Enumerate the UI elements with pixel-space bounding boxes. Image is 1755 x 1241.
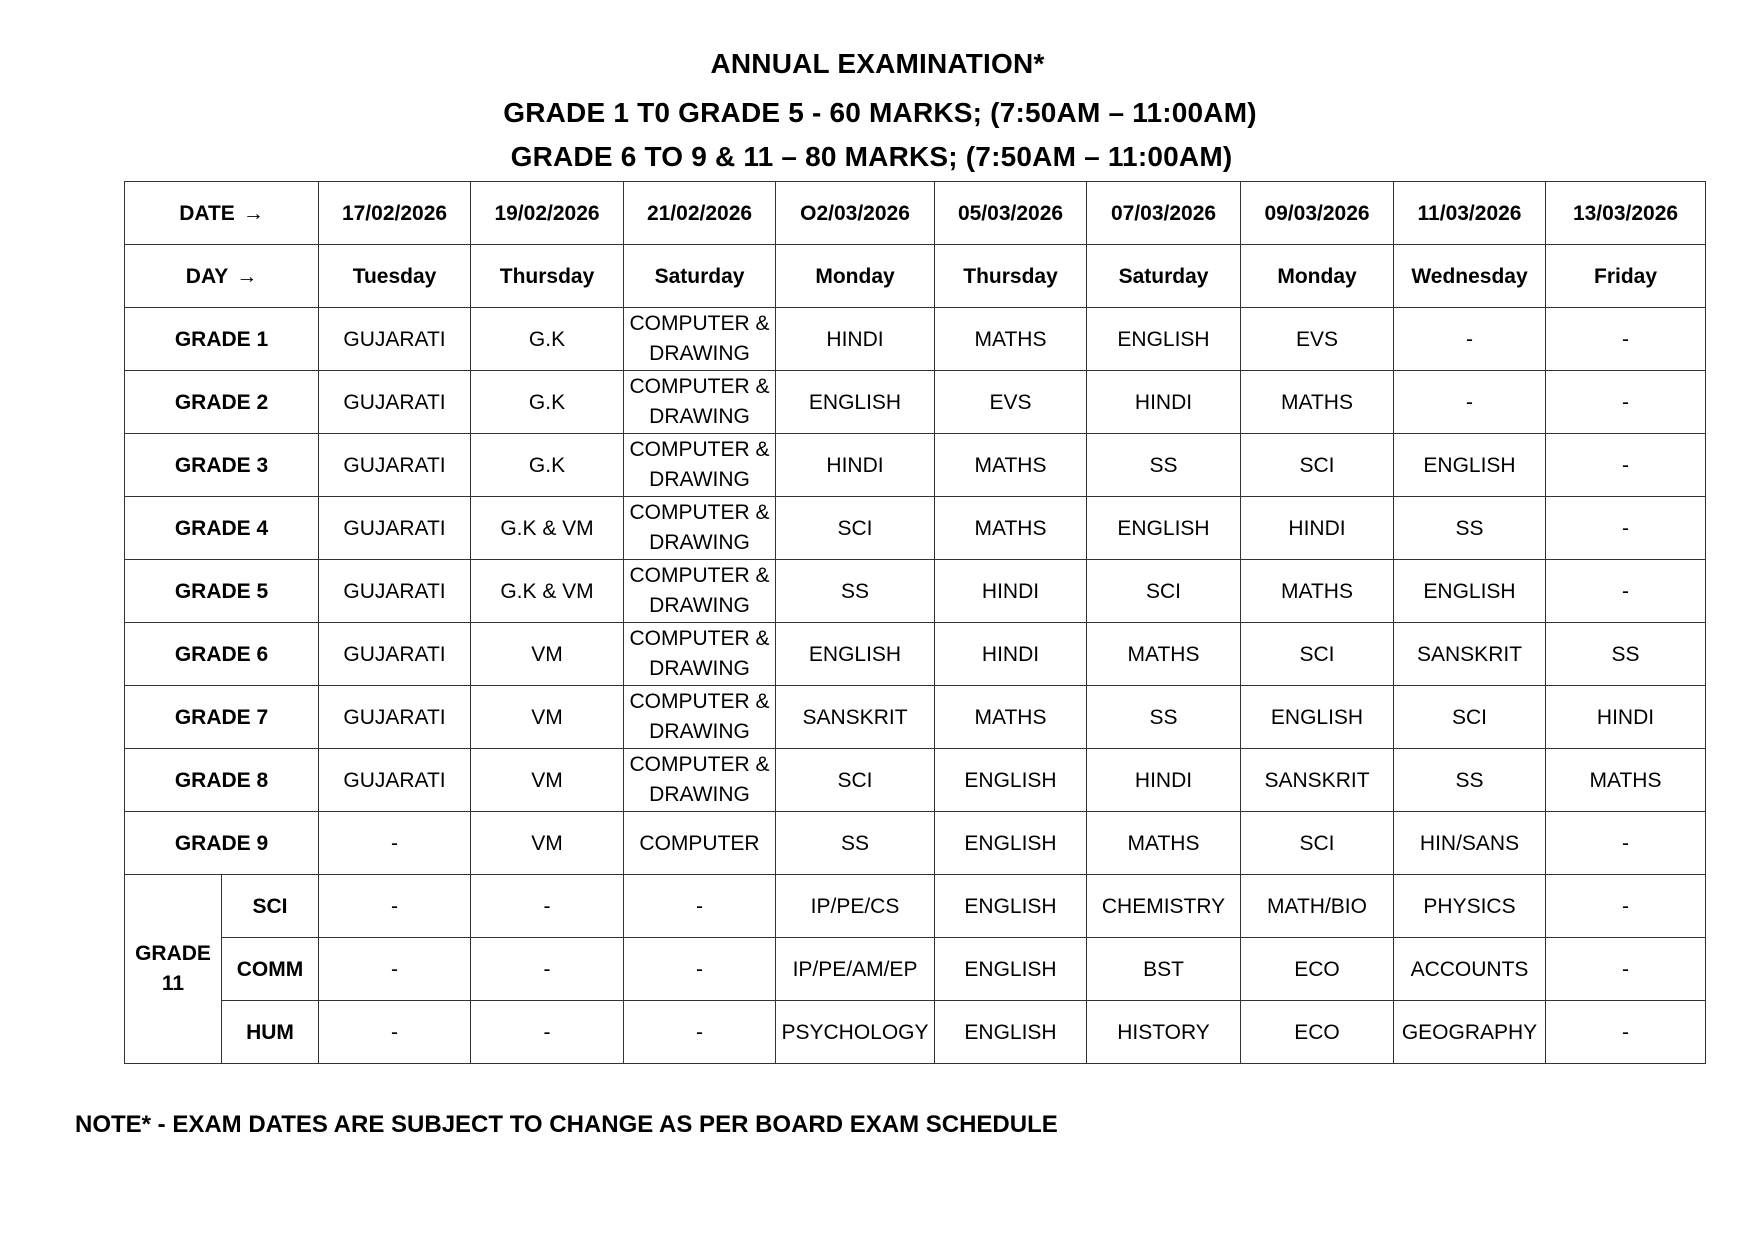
subject-cell: - <box>319 938 471 1001</box>
subject-cell: MATHS <box>1087 812 1241 875</box>
date-cell: 09/03/2026 <box>1241 182 1394 245</box>
subject-cell: ACCOUNTS <box>1394 938 1546 1001</box>
grade11-stream-row <box>125 938 1706 1001</box>
subject-cell: ECO <box>1241 938 1394 1001</box>
subject-cell: ENGLISH <box>935 749 1087 812</box>
subject-cell: - <box>1394 371 1546 434</box>
subject-cell: GUJARATI <box>319 686 471 749</box>
subject-cell: IP/PE/CS <box>776 875 935 938</box>
subject-cell: SANSKRIT <box>1241 749 1394 812</box>
subject-cell: EVS <box>935 371 1087 434</box>
subject-cell: HINDI <box>1241 497 1394 560</box>
grade-row <box>125 308 1706 371</box>
subject-cell: - <box>319 812 471 875</box>
subject-cell: ENGLISH <box>1087 497 1241 560</box>
subject-cell: ENGLISH <box>1394 434 1546 497</box>
day-cell: Monday <box>776 245 935 308</box>
date-cell: 11/03/2026 <box>1394 182 1546 245</box>
exam-schedule-table <box>124 181 1706 1064</box>
subject-cell: PHYSICS <box>1394 875 1546 938</box>
day-cell: Saturday <box>1087 245 1241 308</box>
day-cell: Thursday <box>471 245 624 308</box>
subject-cell: - <box>319 875 471 938</box>
subject-cell: - <box>1546 938 1706 1001</box>
grade-label: GRADE 2 <box>125 371 319 434</box>
subject-cell: CHEMISTRY <box>1087 875 1241 938</box>
grade-label: GRADE 9 <box>125 812 319 875</box>
grade-label: GRADE 8 <box>125 749 319 812</box>
subject-cell: IP/PE/AM/EP <box>776 938 935 1001</box>
grade11-stream-row <box>125 875 1706 938</box>
subject-cell: ECO <box>1241 1001 1394 1064</box>
subject-cell: - <box>1546 371 1706 434</box>
grade-row <box>125 497 1706 560</box>
subject-cell: SS <box>1394 749 1546 812</box>
grade11-label: GRADE 11 <box>125 875 222 1064</box>
date-cell: 21/02/2026 <box>624 182 776 245</box>
day-cell: Tuesday <box>319 245 471 308</box>
subtitle-senior-grades: GRADE 6 TO 9 & 11 – 80 MARKS; (7:50AM – 11:00AM) <box>510 141 1233 172</box>
subject-cell: HINDI <box>935 623 1087 686</box>
subtitle-primary-grades: GRADE 1 T0 GRADE 5 - 60 MARKS; (7:50AM – 11:00AM) <box>503 97 1257 128</box>
grade-row <box>125 371 1706 434</box>
stream-label: HUM <box>222 1001 319 1064</box>
grade-row <box>125 686 1706 749</box>
subject-cell: - <box>1394 308 1546 371</box>
grade-label: GRADE 4 <box>125 497 319 560</box>
subject-cell: ENGLISH <box>1241 686 1394 749</box>
subject-cell: GUJARATI <box>319 308 471 371</box>
subject-cell: EVS <box>1241 308 1394 371</box>
subject-cell: SS <box>1087 686 1241 749</box>
subject-cell: COMPUTER <box>624 812 776 875</box>
day-cell: Wednesday <box>1394 245 1546 308</box>
subject-cell: GUJARATI <box>319 371 471 434</box>
subject-cell: HINDI <box>776 434 935 497</box>
subject-cell: MATHS <box>1241 371 1394 434</box>
subject-cell: ENGLISH <box>776 623 935 686</box>
stream-label: SCI <box>222 875 319 938</box>
subject-cell: GUJARATI <box>319 560 471 623</box>
date-cell: 19/02/2026 <box>471 182 624 245</box>
subject-cell: ENGLISH <box>935 812 1087 875</box>
subject-cell: SCI <box>1241 623 1394 686</box>
subject-cell: COMPUTER & DRAWING <box>624 560 776 623</box>
subject-cell: SANSKRIT <box>1394 623 1546 686</box>
subject-cell: COMPUTER & DRAWING <box>624 371 776 434</box>
subject-cell: VM <box>471 686 624 749</box>
subject-cell: HISTORY <box>1087 1001 1241 1064</box>
subject-cell: ENGLISH <box>935 875 1087 938</box>
subject-cell: SCI <box>1394 686 1546 749</box>
subject-cell: ENGLISH <box>935 938 1087 1001</box>
grade-label: GRADE 6 <box>125 623 319 686</box>
date-cell: O2/03/2026 <box>776 182 935 245</box>
subject-cell: VM <box>471 812 624 875</box>
subject-cell: G.K <box>471 371 624 434</box>
subject-cell: - <box>624 1001 776 1064</box>
subject-cell: GUJARATI <box>319 497 471 560</box>
subject-cell: - <box>471 1001 624 1064</box>
day-header-cell <box>125 245 319 308</box>
grade-row <box>125 812 1706 875</box>
subject-cell: ENGLISH <box>935 1001 1087 1064</box>
grade11-stream-row <box>125 1001 1706 1064</box>
subject-cell: GEOGRAPHY <box>1394 1001 1546 1064</box>
grade-label: GRADE 5 <box>125 560 319 623</box>
subject-cell: BST <box>1087 938 1241 1001</box>
subject-cell: MATHS <box>935 497 1087 560</box>
subject-cell: HINDI <box>935 560 1087 623</box>
subject-cell: MATHS <box>935 434 1087 497</box>
subject-cell: MATHS <box>1087 623 1241 686</box>
date-cell: 05/03/2026 <box>935 182 1087 245</box>
subject-cell: ENGLISH <box>1394 560 1546 623</box>
subject-cell: SCI <box>776 497 935 560</box>
subject-cell: G.K <box>471 308 624 371</box>
day-cell: Thursday <box>935 245 1087 308</box>
grade-label: GRADE 7 <box>125 686 319 749</box>
subject-cell: VM <box>471 749 624 812</box>
subject-cell: SS <box>1087 434 1241 497</box>
subject-cell: GUJARATI <box>319 749 471 812</box>
subject-cell: COMPUTER & DRAWING <box>624 686 776 749</box>
subject-cell: - <box>624 938 776 1001</box>
subject-cell: HINDI <box>1546 686 1706 749</box>
subject-cell: COMPUTER & DRAWING <box>624 623 776 686</box>
subject-cell: SS <box>776 812 935 875</box>
subject-cell: MATH/BIO <box>1241 875 1394 938</box>
subject-cell: COMPUTER & DRAWING <box>624 497 776 560</box>
subject-cell: ENGLISH <box>1087 308 1241 371</box>
subject-cell: GUJARATI <box>319 623 471 686</box>
subject-cell: SCI <box>1241 434 1394 497</box>
arrow-right-icon: → <box>236 264 258 288</box>
subject-cell: SCI <box>776 749 935 812</box>
subject-cell: G.K & VM <box>471 560 624 623</box>
subject-cell: - <box>1546 560 1706 623</box>
subject-cell: SS <box>1546 623 1706 686</box>
day-cell: Saturday <box>624 245 776 308</box>
date-cell: 07/03/2026 <box>1087 182 1241 245</box>
subject-cell: - <box>471 875 624 938</box>
day-label: DAY <box>185 264 229 288</box>
arrow-right-icon: → <box>242 201 264 225</box>
grade-label: GRADE 1 <box>125 308 319 371</box>
day-cell: Monday <box>1241 245 1394 308</box>
subject-cell: - <box>1546 497 1706 560</box>
subject-cell: PSYCHOLOGY <box>776 1001 935 1064</box>
subject-cell: COMPUTER & DRAWING <box>624 308 776 371</box>
subject-cell: SCI <box>1087 560 1241 623</box>
subject-cell: COMPUTER & DRAWING <box>624 749 776 812</box>
grade-row <box>125 749 1706 812</box>
subject-cell: HINDI <box>776 308 935 371</box>
subject-cell: MATHS <box>935 308 1087 371</box>
subject-cell: - <box>1546 875 1706 938</box>
day-row <box>125 245 1706 308</box>
subject-cell: MATHS <box>1241 560 1394 623</box>
subject-cell: SS <box>1394 497 1546 560</box>
schedule-note: NOTE* - EXAM DATES ARE SUBJECT TO CHANGE AS PER BOARD EXAM SCHEDULE <box>75 1111 1058 1138</box>
grade-row <box>125 560 1706 623</box>
date-row <box>125 182 1706 245</box>
subject-cell: GUJARATI <box>319 434 471 497</box>
subject-cell: MATHS <box>935 686 1087 749</box>
subject-cell: HINDI <box>1087 371 1241 434</box>
subject-cell: - <box>471 938 624 1001</box>
grade-row <box>125 623 1706 686</box>
stream-label: COMM <box>222 938 319 1001</box>
subject-cell: HINDI <box>1087 749 1241 812</box>
subject-cell: SANSKRIT <box>776 686 935 749</box>
grade-row <box>125 434 1706 497</box>
subject-cell: G.K <box>471 434 624 497</box>
subject-cell: COMPUTER & DRAWING <box>624 434 776 497</box>
subject-cell: - <box>319 1001 471 1064</box>
date-cell: 17/02/2026 <box>319 182 471 245</box>
subject-cell: - <box>1546 308 1706 371</box>
subject-cell: - <box>624 875 776 938</box>
subject-cell: - <box>1546 434 1706 497</box>
subject-cell: HIN/SANS <box>1394 812 1546 875</box>
subject-cell: SCI <box>1241 812 1394 875</box>
date-cell: 13/03/2026 <box>1546 182 1706 245</box>
date-header-cell <box>125 182 319 245</box>
date-label: DATE <box>179 201 235 225</box>
subject-cell: - <box>1546 1001 1706 1064</box>
day-cell: Friday <box>1546 245 1706 308</box>
subject-cell: VM <box>471 623 624 686</box>
subject-cell: MATHS <box>1546 749 1706 812</box>
subject-cell: SS <box>776 560 935 623</box>
table-body <box>125 182 1706 1064</box>
subject-cell: ENGLISH <box>776 371 935 434</box>
subject-cell: - <box>1546 812 1706 875</box>
page-title: ANNUAL EXAMINATION* <box>710 48 1045 79</box>
grade-label: GRADE 3 <box>125 434 319 497</box>
subject-cell: G.K & VM <box>471 497 624 560</box>
